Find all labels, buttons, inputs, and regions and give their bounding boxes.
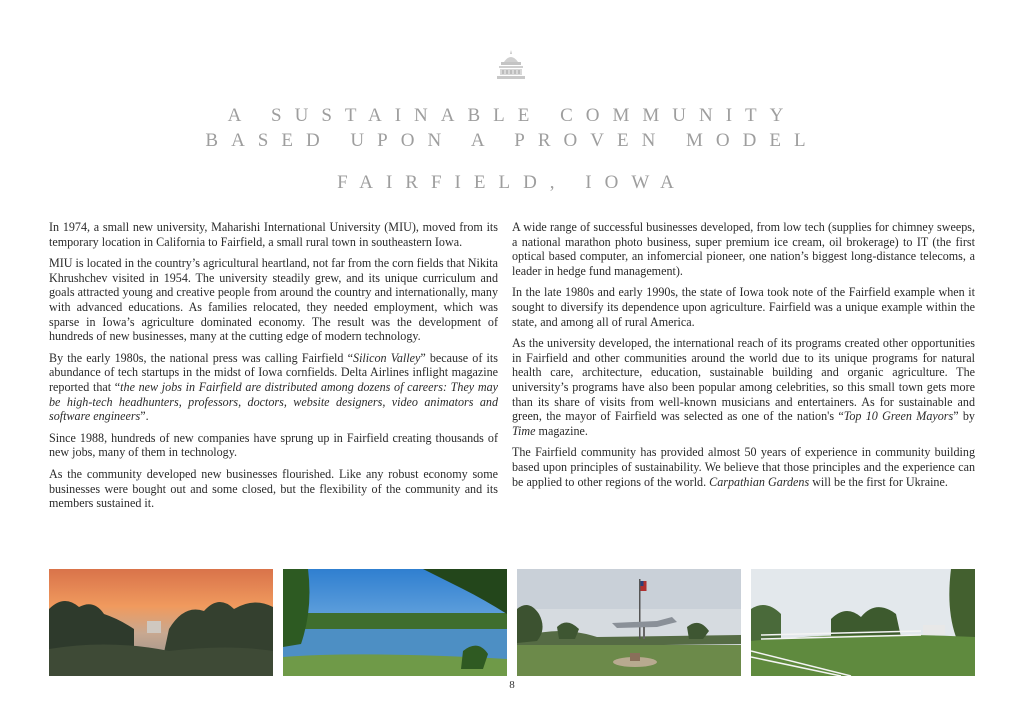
jet-memorial-photo [517,569,741,676]
paragraph: The Fairfield community has provided almost 50 years of experience in community building based upon principles of sustainability. We believe that those principles and the experience can be applied to other regions of the world. Carpathian Gardens will be the first for Ukraine. [512,445,975,489]
dome-building-icon [495,48,527,82]
title-line-1: A SUSTAINABLE COMMUNITY [227,105,797,126]
right-text-column [512,220,975,496]
paragraph: A wide range of successful businesses developed, from low tech (supplies for chimney sweeps, a national marathon photo business, super premium ice cream, oil brokerage) to IT (the first optical based computer, an infomercial pioneer, one nation’s biggest long-distance telecoms, a leader in hedge fund management). [512,220,975,278]
sunset-trees-photo [49,569,273,676]
paragraph: Since 1988, hundreds of new companies have sprung up in Fairfield creating thousands of new jobs, many of them in technology. [49,430,498,460]
white-fence-farm-photo [751,569,975,676]
lake-photo [283,569,507,676]
page-number: 8 [509,679,515,691]
left-text-column [49,220,498,518]
paragraph: MIU is located in the country’s agricultural heartland, not far from the corn fields that Nikita Khrushchev visited in 1954. The university steadily grew, and its unique curriculum and goals attracted young and creative people from around the country and internationally, many with advanced educations. As families relocated, they needed employment, which was sparse in Iowa’s agriculture dominated economy. The result was the development of hundreds of new businesses, many at the cutting edge of modern technology. [49,256,498,344]
paragraph: In the late 1980s and early 1990s, the state of Iowa took note of the Fairfield example when it sought to diversify its dependence upon agriculture. Fairfield was a unique example within the state, and among all of rural America. [512,285,975,329]
location-heading: FAIRFIELD, IOWA [337,172,687,193]
title-line-2: BASED UPON A PROVEN MODEL [205,130,819,151]
paragraph: As the community developed new businesses flourished. Like any robust economy some businesses were bought out and some closed, but the flexibility of the community and its members sustained it. [49,466,498,511]
paragraph: In 1974, a small new university, Maharishi International University (MIU), moved from its temporary location in California to Fairfield, a small rural town in southeastern Iowa. [49,220,498,249]
paragraph: By the early 1980s, the national press was calling Fairfield “Silicon Valley” because of its abundance of tech startups in the midst of Iowa cornfields. Delta Airlines inflight magazine reported that “the new jobs in Fairfield are distributed among dozens of careers: They may be high-tech headhunters, professors, doctors, website designers, video animators and software engineers”. [49,350,499,424]
paragraph: As the university developed, the international reach of its programs created other opportunities in Fairfield and other communities around the world due to its unique programs for natural health care, architecture, education, sustainable building and organic agriculture. The university’s programs have also been popular among celebrities, so this small town gets more than its share of visits from well-known musicians and entertainers. As for sustainable and green, the mayor of Fairfield was selected as one of the nation's “Top 10 Green Mayors” by Time magazine. [512,336,975,438]
